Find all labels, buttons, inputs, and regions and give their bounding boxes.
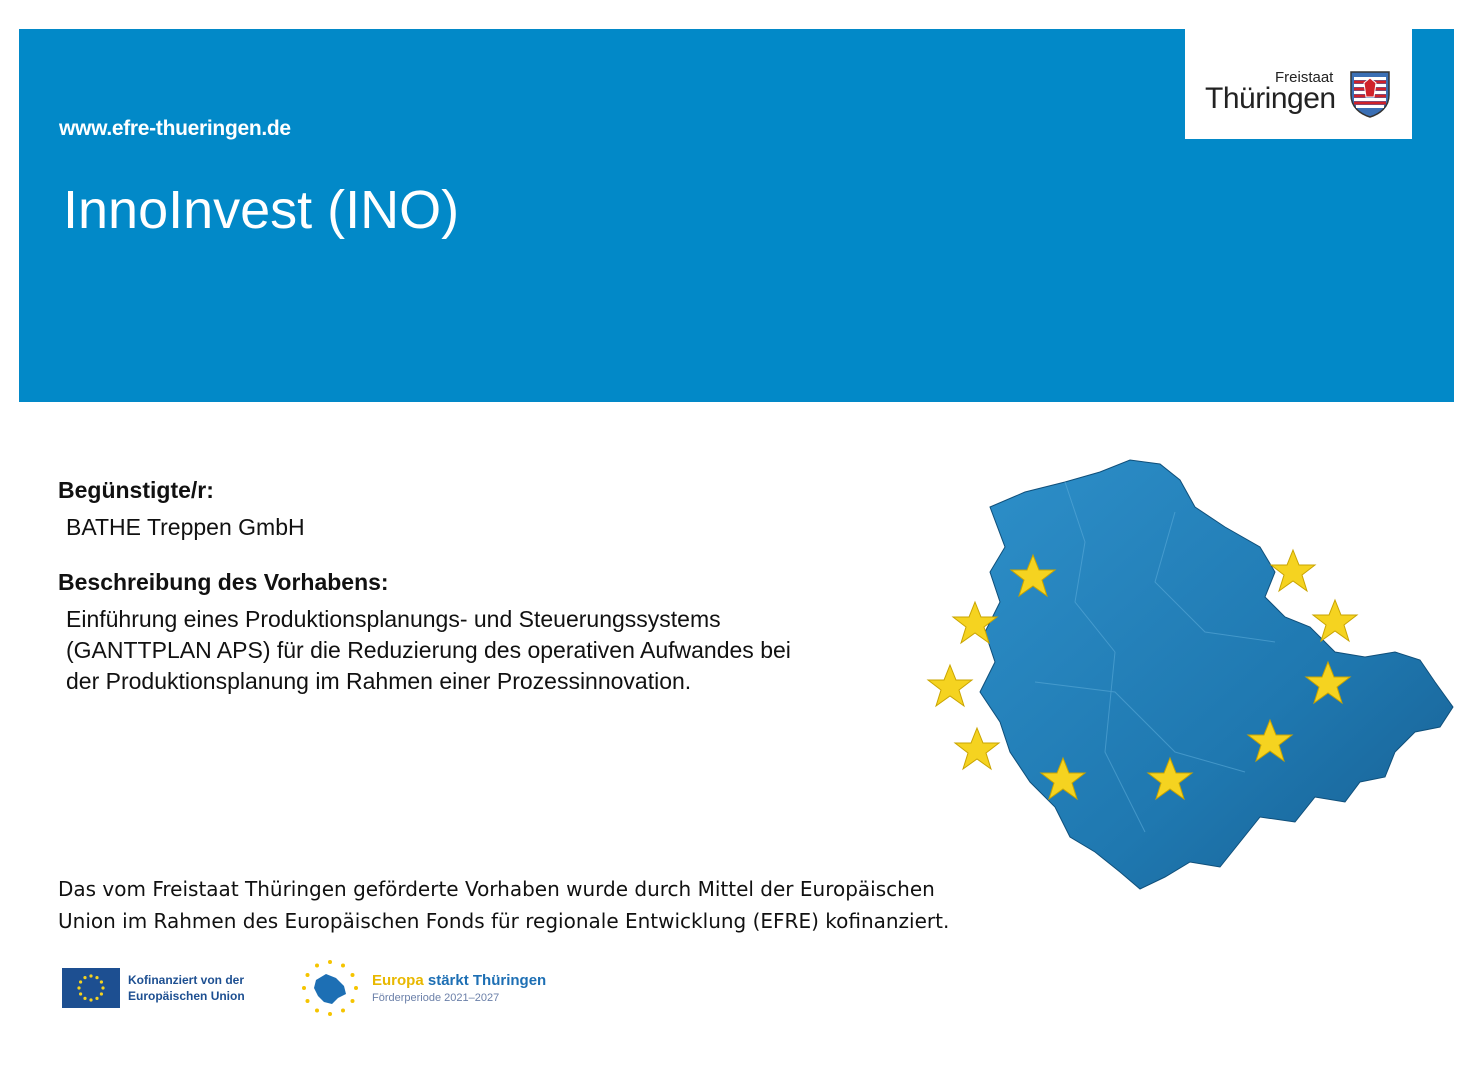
description-line: (GANTTPLAN APS) für die Reduzierung des operativen Aufwandes bei	[66, 637, 791, 663]
eu-logo-line: Kofinanziert von der	[128, 973, 245, 987]
eu-logo-line: Europäischen Union	[128, 989, 245, 1003]
description-line: Einführung eines Produktionsplanungs- und Steuerungssystems	[66, 606, 721, 632]
page-title: InnoInvest (INO)	[63, 180, 460, 240]
thueringen-logo	[1185, 29, 1412, 139]
description-text	[66, 604, 888, 697]
funding-line: Das vom Freistaat Thüringen geförderte Vorhaben wurde durch Mittel der Europäischen	[58, 877, 935, 901]
project-info	[58, 477, 888, 697]
funding-note	[58, 873, 1058, 937]
th-logo-word-europa: Europa	[372, 972, 424, 989]
beneficiary-value: BATHE Treppen GmbH	[66, 514, 305, 540]
thueringen-map-illustration	[915, 452, 1460, 897]
description-line: der Produktionsplanung im Rahmen einer Prozessinnovation.	[66, 668, 692, 694]
funding-line: Union im Rahmen des Europäischen Fonds für regionale Entwicklung (EFRE) kofinanziert.	[58, 909, 950, 933]
logo-small-text: Freistaat	[1275, 69, 1334, 86]
eu-flag-icon	[62, 968, 120, 1008]
description-label: Beschreibung des Vorhabens:	[58, 569, 389, 595]
header-banner	[19, 29, 1454, 402]
beneficiary-label: Begünstigte/r:	[58, 477, 214, 503]
th-logo-word-rest: stärkt Thüringen	[427, 972, 547, 989]
thueringen-star-circle-icon	[300, 958, 360, 1018]
logo-main-text: Thüringen	[1205, 82, 1336, 115]
website-url[interactable]: www.efre-thueringen.de	[59, 117, 291, 140]
coat-of-arms-icon	[1348, 69, 1392, 119]
europa-staerkt-thueringen-logo	[300, 958, 547, 1023]
eu-logo-text	[128, 972, 298, 1004]
th-logo-subline: Förderperiode 2021–2027	[372, 992, 500, 1004]
map-shape	[980, 460, 1453, 889]
th-logo-title	[372, 972, 546, 989]
